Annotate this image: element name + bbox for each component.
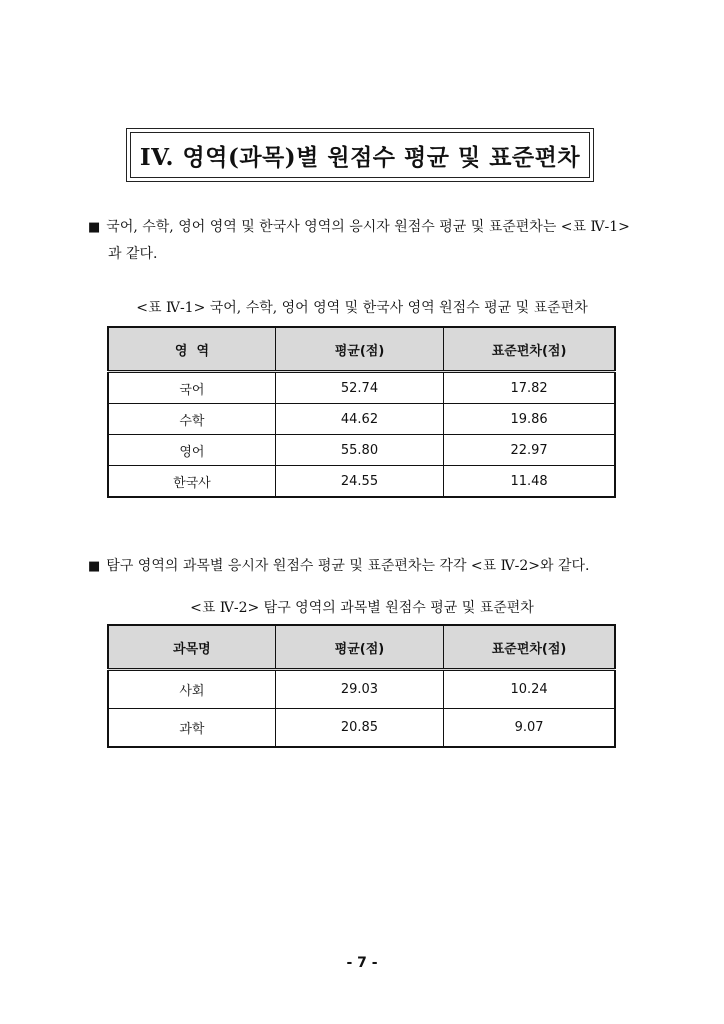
table-cell: 52.74 [275,372,443,404]
table-cell: 수학 [108,404,275,435]
table-header-row [108,625,615,670]
table-2 [107,624,616,748]
table-cell: 10.24 [444,670,615,709]
table-cell: 사회 [108,670,275,709]
table-cell: 19.86 [444,404,615,435]
paragraph-2 [88,553,644,580]
page-number: - 7 - [346,955,378,971]
header-cell: 평균(점) [275,327,443,372]
table-cell: 국어 [108,372,275,404]
table-cell: 44.62 [275,404,443,435]
page-title: IV. 영역(과목)별 원점수 평균 및 표준편차 [130,132,590,178]
table-cell: 29.03 [275,670,443,709]
table-1-caption: <표 Ⅳ-1> 국어, 수학, 영어 영역 및 한국사 영역 원점수 평균 및 표준편차 [136,300,588,316]
bullet-icon: ■ [88,220,101,235]
table-row [108,709,615,748]
title-box [126,128,594,182]
paragraph-1-line-1: 국어, 수학, 영어 영역 및 한국사 영역의 응시자 원점수 평균 및 표준편차는 <표 Ⅳ-1> [106,219,630,235]
table-row [108,670,615,709]
table-2-caption: <표 Ⅳ-2> 탐구 영역의 과목별 원점수 평균 및 표준편차 [190,600,534,616]
bullet-icon: ■ [88,559,101,574]
table-row [108,435,615,466]
table-cell: 영어 [108,435,275,466]
header-cell: 표준편차(점) [444,625,615,670]
table-cell: 과학 [108,709,275,748]
table-cell: 55.80 [275,435,443,466]
table-cell: 17.82 [444,372,615,404]
header-cell: 과목명 [108,625,275,670]
header-cell: 영 역 [108,327,275,372]
table-1 [107,326,616,498]
table-cell: 20.85 [275,709,443,748]
table-cell: 한국사 [108,466,275,498]
paragraph-2-line-1: 탐구 영역의 과목별 응시자 원점수 평균 및 표준편차는 각각 <표 Ⅳ-2>와 같다. [106,558,590,574]
table-row [108,466,615,498]
table-cell: 11.48 [444,466,615,498]
table-row [108,372,615,404]
table-header-row [108,327,615,372]
table-cell: 9.07 [444,709,615,748]
table-row [108,404,615,435]
paragraph-1-line-2: 과 같다. [108,246,158,262]
header-cell: 표준편차(점) [444,327,615,372]
table-cell: 24.55 [275,466,443,498]
paragraph-1 [88,214,644,267]
table-cell: 22.97 [444,435,615,466]
header-cell: 평균(점) [275,625,443,670]
